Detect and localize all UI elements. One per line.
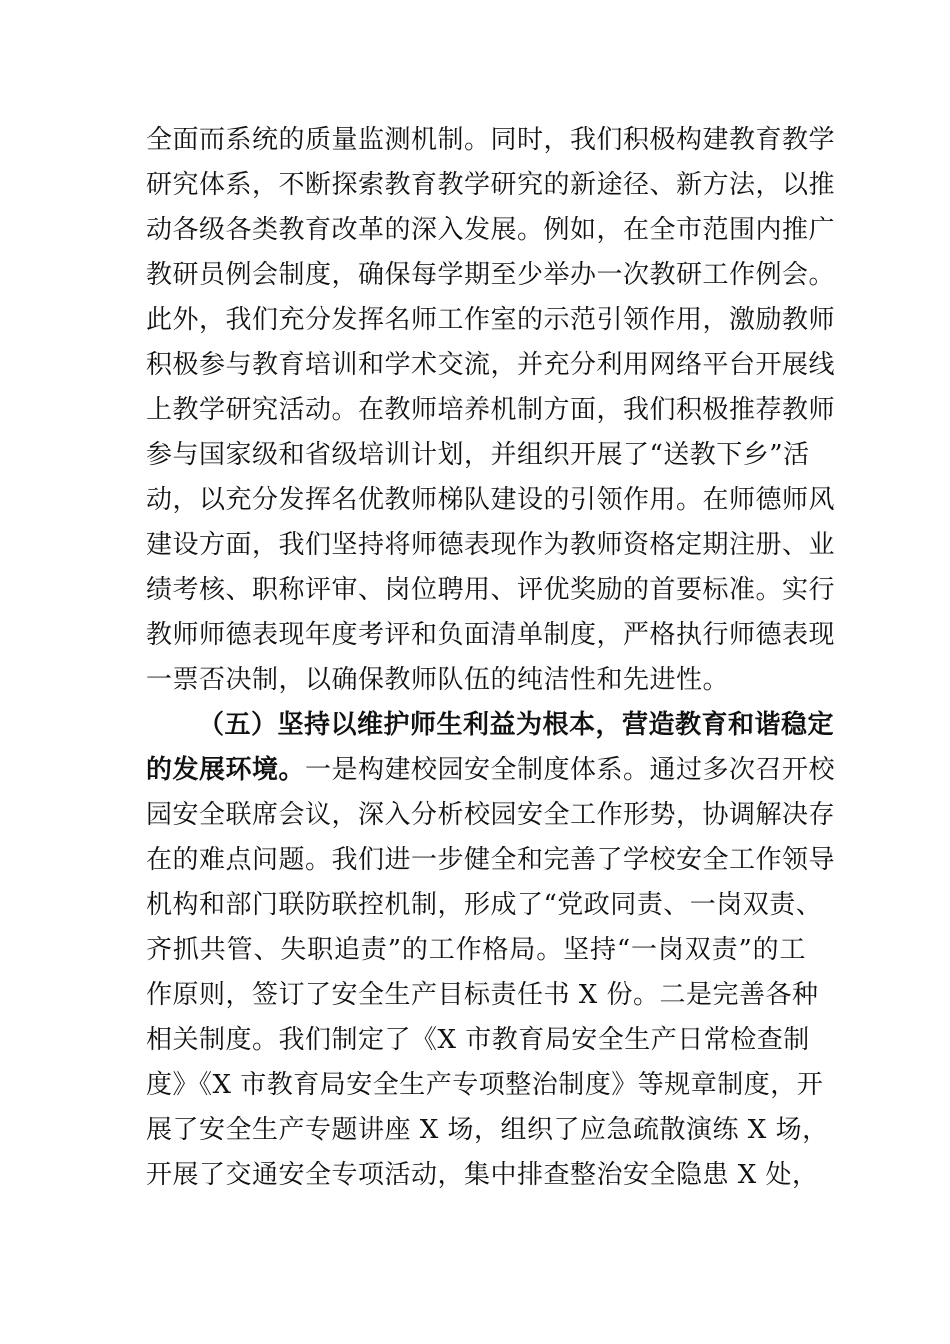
paragraph-line: 教师师德表现年度考评和负面清单制度，严格执行师德表现: [146, 620, 836, 650]
paragraph-line: 全面而系统的质量监测机制。同时，我们积极构建教育教学: [146, 125, 836, 155]
paragraph-line: 齐抓共管、失职追责”的工作格局。坚持“一岗双责”的工: [146, 935, 806, 965]
paragraph-line: 建设方面，我们坚持将师德表现作为教师资格定期注册、业: [146, 530, 836, 560]
paragraph-line: 相关制度。我们制定了《X 市教育局安全生产日常检查制: [146, 1025, 810, 1055]
paragraph-line: 此外，我们充分发挥名师工作室的示范引领作用，激励教师: [146, 305, 836, 335]
paragraph-line: 度》《X 市教育局安全生产专项整治制度》等规章制度，开: [146, 1070, 824, 1100]
paragraph-line: 开展了交通安全专项活动，集中排查整治安全隐患 X 处，: [146, 1160, 819, 1190]
paragraph-line: 机构和部门联防联控机制，形成了“党政同责、一岗双责、: [146, 890, 823, 920]
paragraph-line: 动，以充分发挥名优教师梯队建设的引领作用。在师德师风: [146, 485, 836, 515]
paragraph-line: 上教学研究活动。在教师培养机制方面，我们积极推荐教师: [146, 395, 836, 425]
section-text: 一是构建校园安全制度体系。通过多次召开校: [305, 755, 836, 785]
section-heading-continuation: [146, 750, 836, 790]
paragraph-line: 园安全联席会议，深入分析校园安全工作形势，协调解决存: [146, 800, 836, 830]
paragraph-line: 作原则，签订了安全生产目标责任书 X 份。二是完善各种: [146, 980, 819, 1010]
section-heading-end: 的发展环境。: [146, 755, 306, 785]
paragraph-line: 研究体系，不断探索教育教学研究的新途径、新方法，以推: [146, 170, 836, 200]
section-heading: （五）坚持以维护师生利益为根本，营造教育和谐稳定: [198, 710, 835, 740]
paragraph-line: 展了安全生产专题讲座 X 场，组织了应急疏散演练 X 场，: [146, 1115, 829, 1145]
paragraph-line: 一票否决制，以确保教师队伍的纯洁性和先进性。: [146, 665, 730, 695]
paragraph-line: 参与国家级和省级培训计划，并组织开展了“送教下乡”活: [146, 440, 810, 470]
paragraph-line: 教研员例会制度，确保每学期至少举办一次教研工作例会。: [146, 260, 836, 290]
paragraph-line: 在的难点问题。我们进一步健全和完善了学校安全工作领导: [146, 845, 836, 875]
paragraph-line: 积极参与教育培训和学术交流，并充分利用网络平台开展线: [146, 350, 836, 380]
paragraph-line: 动各级各类教育改革的深入发展。例如，在全市范围内推广: [146, 215, 836, 245]
paragraph-line: 绩考核、职称评审、岗位聘用、评优奖励的首要标准。实行: [146, 575, 836, 605]
